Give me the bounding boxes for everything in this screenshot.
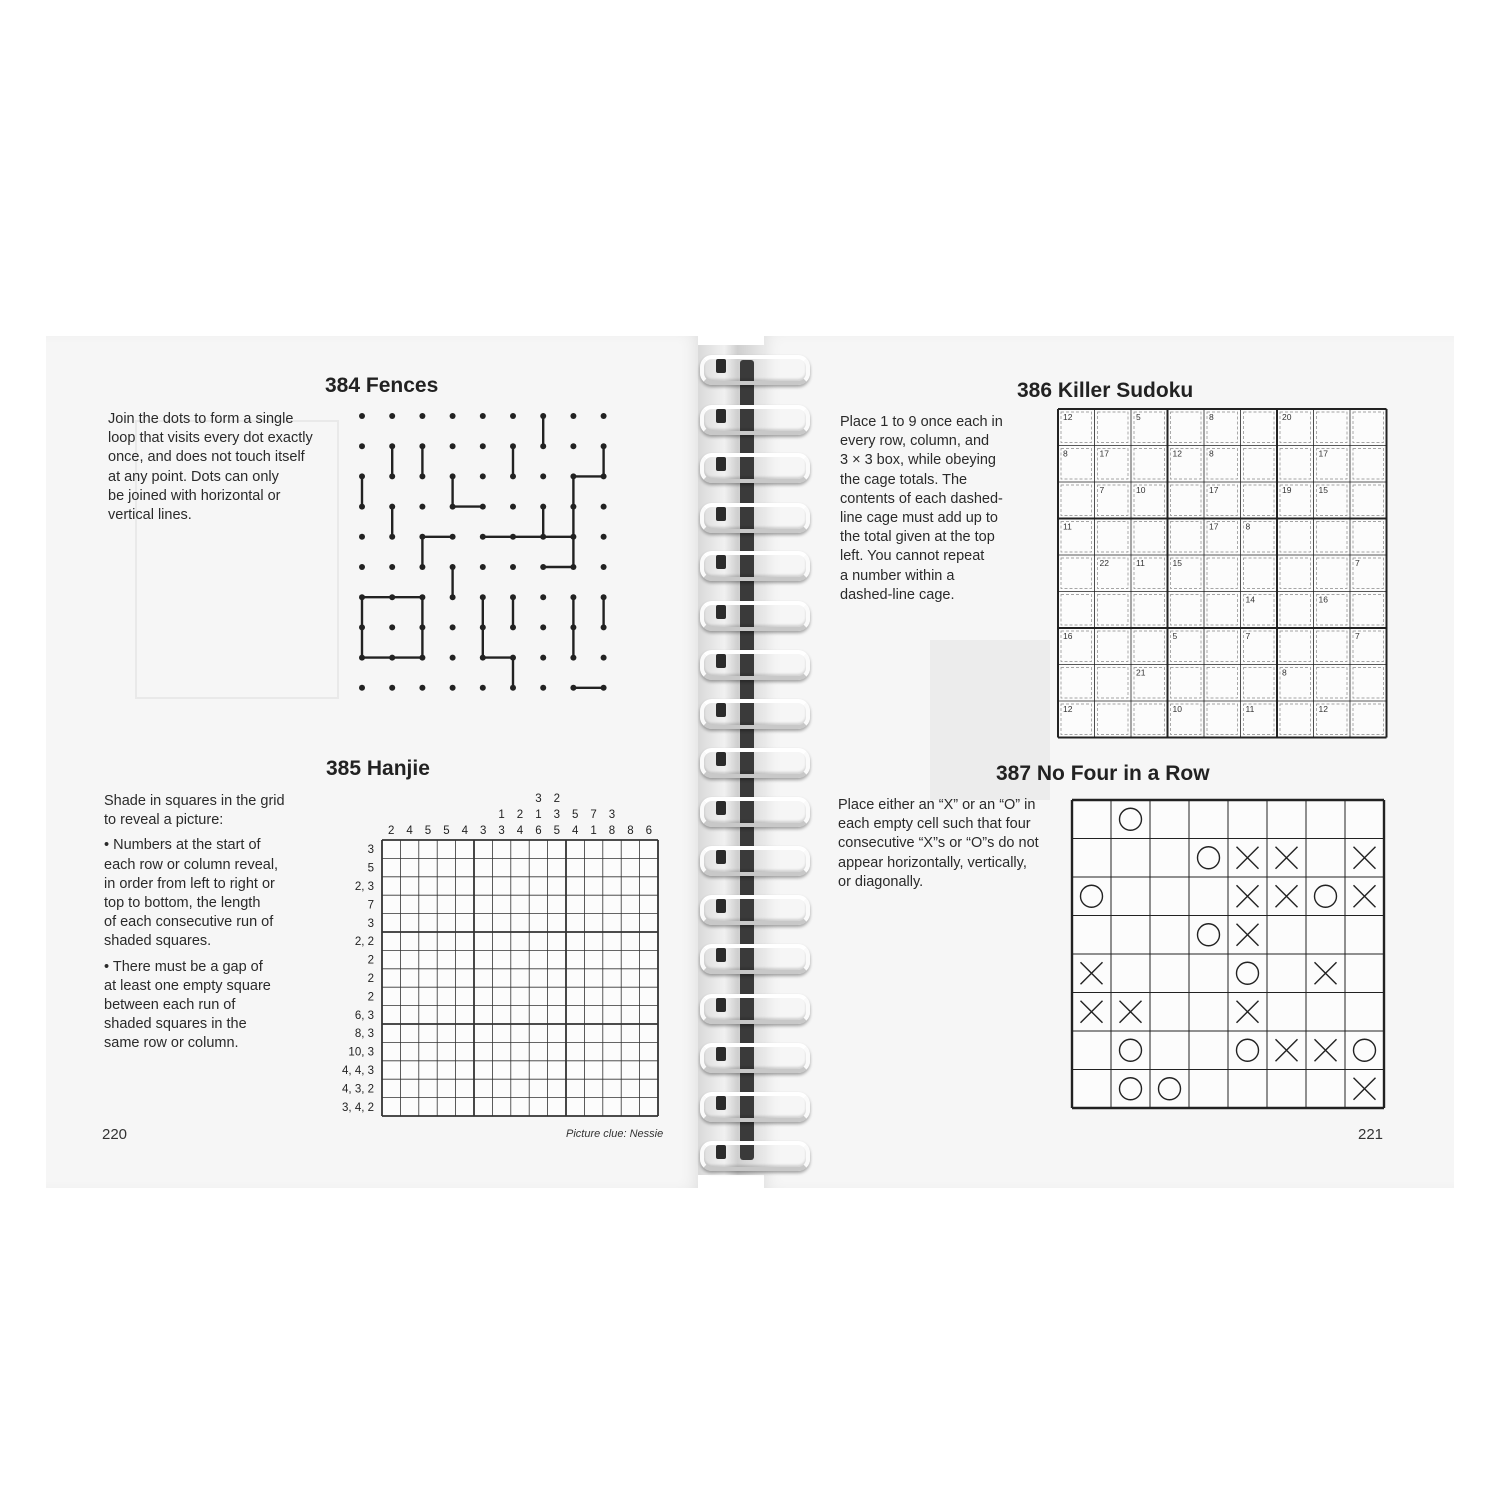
spiral-ring — [700, 895, 810, 925]
hanjie-row-clue: 8, 3 — [354, 1028, 374, 1041]
fence-dot — [510, 473, 516, 479]
fence-dot — [450, 413, 456, 419]
fence-dot — [570, 534, 576, 540]
fence-dot — [359, 655, 365, 661]
fence-dot — [510, 504, 516, 510]
fence-dot — [359, 443, 365, 449]
cage-total: 5 — [1136, 412, 1141, 422]
fence-dot — [570, 413, 576, 419]
fence-dot — [389, 473, 395, 479]
fence-dot — [389, 413, 395, 419]
fence-dot — [419, 534, 425, 540]
fence-dot — [359, 504, 365, 510]
hanjie-title: 385 Hanjie — [326, 757, 430, 780]
cage-total: 16 — [1318, 594, 1328, 605]
hanjie-row-clue: 3, 4, 2 — [342, 1101, 374, 1114]
cage-total: 10 — [1172, 704, 1182, 714]
fence-dot — [480, 564, 486, 570]
cage-total: 8 — [1063, 448, 1068, 459]
cage-total: 12 — [1318, 704, 1328, 714]
hanjie-row-clue: 2, 3 — [354, 881, 374, 894]
no-four-instructions: Place either an “X” or an “O” in each empty cell such that four consecutive “X”s or “O”s do not appear horizontally, vertically, or diagonally. — [838, 797, 1039, 890]
hanjie-column-clue: 2 — [387, 825, 395, 837]
cage-total: 21 — [1136, 667, 1146, 678]
spiral-ring — [700, 797, 810, 827]
fence-dot — [510, 564, 516, 570]
fence-dot — [570, 594, 576, 600]
cage-total: 8 — [1209, 412, 1214, 422]
hanjie-column-clue: 5 — [571, 809, 579, 821]
hanjie-column-clue: 8 — [608, 825, 616, 837]
cage-total: 12 — [1063, 412, 1073, 422]
fence-dot — [510, 685, 516, 691]
hanjie-row-clue: 4, 3, 2 — [342, 1083, 374, 1096]
spiral-ring — [700, 1092, 810, 1122]
hanjie-row-clue: 5 — [367, 862, 374, 875]
hanjie-column-clue: 3 — [535, 793, 542, 805]
fence-dot — [570, 504, 576, 510]
hanjie-puzzle — [330, 785, 670, 1125]
fence-dot — [601, 473, 607, 479]
fence-dot — [359, 473, 365, 479]
fence-dot — [359, 594, 365, 600]
fence-dot — [601, 624, 607, 630]
spiral-ring — [700, 846, 810, 876]
spiral-ring — [700, 650, 810, 680]
hanjie-column-clue: 3 — [553, 809, 561, 821]
picture-clue: Picture clue: Nessie — [566, 1128, 664, 1140]
spiral-ring — [700, 355, 810, 385]
cage-total: 12 — [1172, 448, 1182, 459]
fence-dot — [450, 473, 456, 479]
cage-total: 17 — [1318, 448, 1328, 459]
hanjie-column-clue: 2 — [553, 793, 561, 805]
fence-dot — [450, 443, 456, 449]
fence-dot — [540, 655, 546, 661]
hanjie-row-clue: 3 — [367, 917, 374, 930]
spiral-ring — [700, 994, 810, 1024]
fence-dot — [419, 413, 425, 419]
cage-total: 7 — [1245, 631, 1251, 641]
fence-dot — [601, 655, 607, 661]
cage-total: 11 — [1136, 558, 1145, 568]
fence-dot — [510, 413, 516, 419]
fence-dot — [540, 413, 546, 419]
spiral-ring — [700, 699, 810, 729]
fence-dot — [510, 655, 516, 661]
fence-dot — [450, 534, 456, 540]
fence-dot — [480, 473, 486, 479]
cage-total: 17 — [1209, 521, 1219, 532]
hanjie-column-clue: 7 — [590, 809, 597, 821]
spiral-ring — [700, 551, 810, 581]
fence-dot — [601, 564, 607, 570]
hanjie-column-clue: 1 — [498, 809, 505, 821]
fence-dot — [480, 624, 486, 630]
cage-total: 7 — [1355, 558, 1360, 568]
cage-total: 8 — [1209, 448, 1214, 459]
fence-dot — [389, 534, 395, 540]
fence-dot — [570, 473, 576, 479]
cage-total: 11 — [1245, 704, 1255, 714]
fence-dot — [601, 504, 607, 510]
hanjie-row-clue: 3 — [367, 844, 374, 857]
no-four-title: 387 No Four in a Row — [996, 762, 1210, 785]
hanjie-row-clue: 2 — [367, 991, 374, 1004]
hanjie-column-clue: 8 — [627, 825, 634, 837]
cage-total: 7 — [1099, 485, 1105, 495]
fence-dot — [450, 504, 456, 510]
fences-title: 384 Fences — [325, 374, 439, 397]
fence-dot — [570, 443, 576, 449]
hanjie-column-clue: 3 — [479, 825, 487, 837]
spiral-ring — [700, 1043, 810, 1073]
hanjie-column-clue: 4 — [571, 825, 579, 837]
fence-dot — [359, 413, 365, 419]
fence-dot — [389, 624, 395, 630]
hanjie-column-clue: 2 — [516, 809, 524, 821]
fence-dot — [540, 594, 546, 600]
fence-dot — [419, 504, 425, 510]
fence-dot — [480, 413, 486, 419]
page-number-right: 221 — [1358, 1126, 1384, 1143]
hanjie-row-clue: 6, 3 — [354, 1009, 374, 1022]
fence-dot — [389, 504, 395, 510]
cage-total: 19 — [1282, 485, 1292, 495]
fence-dot — [419, 443, 425, 449]
fence-dot — [419, 624, 425, 630]
fence-dot — [419, 473, 425, 479]
fence-dot — [450, 624, 456, 630]
fence-dot — [359, 685, 365, 691]
fence-dot — [570, 624, 576, 630]
hanjie-instructions: Shade in squares in the grid to reveal a picture: • Numbers at the start of each row or column reveal, in order from left to right or top to bottom, the length of each consecutive run of shaded squares. • There must be a gap of at least one empty square between each run of shaded squares in the same row or column. — [104, 793, 285, 1052]
fence-dot — [450, 685, 456, 691]
spiral-ring — [700, 405, 810, 435]
killer-sudoku-title: 386 Killer Sudoku — [1017, 379, 1194, 402]
spiral-ring — [700, 601, 810, 631]
fence-dot — [480, 443, 486, 449]
cage-total: 17 — [1209, 485, 1219, 495]
fence-dot — [450, 594, 456, 600]
cage-total: 11 — [1063, 521, 1072, 532]
fence-dot — [480, 504, 486, 510]
fence-dot — [480, 655, 486, 661]
cage-total: 8 — [1245, 521, 1251, 532]
cage-total: 10 — [1136, 485, 1146, 495]
fence-dot — [540, 504, 546, 510]
fence-dot — [510, 443, 516, 449]
killer-sudoku-instructions: Place 1 to 9 once each in every row, column, and 3 × 3 box, while obeying the cage totals. The contents of each dashed- line cage must add up to the total given at the top left. You cannot repeat a number within a dashed-line cage. — [840, 414, 1003, 603]
hanjie-column-clue: 4 — [461, 825, 469, 837]
fence-dot — [601, 443, 607, 449]
cage-total: 15 — [1318, 485, 1328, 495]
spiral-ring — [700, 944, 810, 974]
fence-dot — [419, 594, 425, 600]
fence-dot — [540, 473, 546, 479]
hanjie-column-clue: 5 — [424, 825, 432, 837]
cage-total: 16 — [1063, 631, 1073, 641]
fence-dot — [359, 534, 365, 540]
fences-puzzle — [355, 408, 615, 693]
killer-sudoku-grid — [1058, 409, 1390, 739]
fence-dot — [359, 564, 365, 570]
hanjie-column-clue: 4 — [406, 825, 413, 837]
fence-dot — [540, 685, 546, 691]
hanjie-column-clue: 4 — [516, 825, 524, 837]
spiral-ring — [700, 453, 810, 483]
hanjie-row-clue: 2 — [367, 973, 374, 986]
cage-total: 8 — [1282, 667, 1287, 678]
hanjie-column-clue: 3 — [498, 825, 505, 837]
fence-dot — [389, 443, 395, 449]
cage-total: 14 — [1245, 594, 1255, 605]
fence-dot — [480, 534, 486, 540]
fence-dot — [601, 413, 607, 419]
fence-dot — [389, 655, 395, 661]
fence-dot — [480, 685, 486, 691]
hanjie-row-clue: 2 — [367, 954, 374, 967]
hanjie-column-clue: 6 — [645, 825, 653, 837]
fence-dot — [419, 685, 425, 691]
hanjie-column-clue: 6 — [535, 825, 542, 837]
fence-dot — [450, 655, 456, 661]
fence-dot — [419, 564, 425, 570]
spiral-ring — [700, 1141, 810, 1171]
cage-total: 7 — [1355, 631, 1360, 641]
hanjie-column-clue: 5 — [443, 825, 450, 837]
fence-dot — [601, 534, 607, 540]
fence-dot — [389, 594, 395, 600]
fence-dot — [570, 655, 576, 661]
fence-dot — [601, 594, 607, 600]
cage-total: 15 — [1172, 558, 1182, 568]
cage-total: 12 — [1063, 704, 1073, 714]
fence-dot — [419, 655, 425, 661]
hanjie-column-clue: 3 — [608, 809, 616, 821]
fence-dot — [510, 624, 516, 630]
spiral-ring — [700, 748, 810, 778]
hanjie-grid-bg — [382, 840, 658, 1116]
fence-dot — [510, 534, 516, 540]
fence-dot — [570, 564, 576, 570]
hanjie-column-clue: 1 — [590, 825, 597, 837]
fence-dot — [540, 443, 546, 449]
fence-dot — [480, 594, 486, 600]
fence-dot — [389, 564, 395, 570]
spiral-ring — [700, 503, 810, 533]
hanjie-row-clue: 2, 2 — [354, 936, 374, 949]
fence-dot — [450, 564, 456, 570]
cage-total: 20 — [1282, 412, 1292, 422]
hanjie-column-clue: 5 — [553, 825, 561, 837]
page-number-left: 220 — [102, 1126, 128, 1143]
fence-dot — [601, 685, 607, 691]
fence-dot — [540, 534, 546, 540]
cage-total: 22 — [1099, 558, 1109, 568]
cage-total: 5 — [1172, 631, 1178, 641]
fence-dot — [540, 624, 546, 630]
cage-total: 17 — [1099, 448, 1109, 459]
fence-dot — [570, 685, 576, 691]
no-four-grid — [1072, 800, 1390, 1110]
fence-dot — [389, 685, 395, 691]
fence-dot — [540, 564, 546, 570]
fence-dot — [510, 594, 516, 600]
fences-instructions: Join the dots to form a single loop that visits every dot exactly once, and does not touch itself at any point. Dots can only be joined with horizontal or vertical lines. — [108, 411, 313, 524]
fence-dot — [359, 624, 365, 630]
hanjie-row-clue: 4, 4, 3 — [342, 1065, 374, 1078]
hanjie-row-clue: 7 — [367, 899, 374, 912]
hanjie-row-clue: 10, 3 — [348, 1046, 374, 1059]
hanjie-column-clue: 1 — [535, 809, 542, 821]
